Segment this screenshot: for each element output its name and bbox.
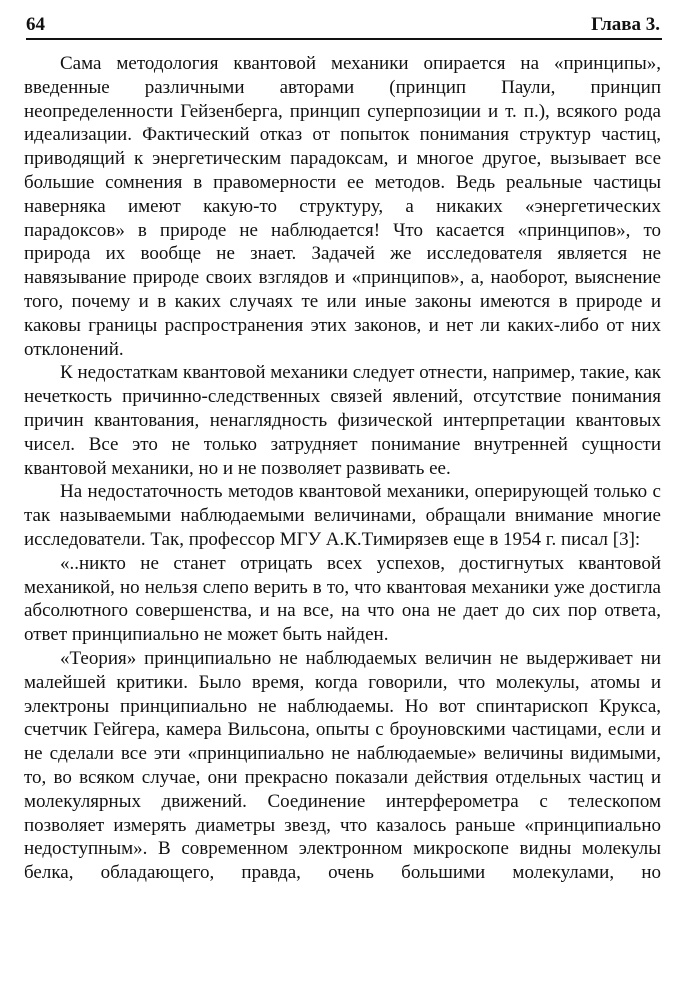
body-text: [24, 52, 661, 885]
paragraph-5: «Теория» принципиально не наблюдаемых величин не выдерживает ни малейшей критики. Было время, когда говорили, что молекулы, атомы и электроны принципиально не наблюдаемы. Но вот спинтарископ Крукса, счетчик Гейгера, камера Вильсона, опыты с броуновскими частицами, если и не сделали все эти «принципиально не наблюдаемые» величины видимыми, то, во всяком случае, они прекрасно показали действия отдельных частиц и молекулярных движений. Соединение интерферометра с телескопом позволяет измерять диаметры звезд, что казалось раньше «принципиально недоступным». В современном электронном микроскопе видны молекулы белка, обладающего, правда, очень большими молекулами, но: [24, 647, 661, 884]
paragraph-3: На недостаточность методов квантовой механики, оперирующей только с так называемыми наблюдаемыми величинами, обращали внимание многие исследователи. Так, профессор МГУ А.К.Тимирязев еще в 1954 г. писал [3]:: [24, 481, 661, 550]
paragraph-1: Сама методология квантовой механики опирается на «принципы», введенные различными авторами (принцип Паули, принцип неопределенности Гейзенберга, принцип суперпозиции и т. п.), всякого рода идеализации. Фактический отказ от попыток понимания структур частиц, приводящий к энергетическим парадоксам, и многое другое, вызывает все большие сомнения в правомерности ее методов. Ведь реальные частицы наверняка имеют какую-то структуру, а никаких «энергетических парадоксов» в природе не наблюдается! Что касается «принципов», то природа их вообще не знает. Задачей же исследователя является не навязывание природе своих взглядов и «принципов», а, наоборот, выяснение того, почему и в каких случаях те или иные законы имеются в природе и каковы границы распространения этих законов, и нет ли каких-либо от них отклонений.: [24, 53, 661, 360]
page-number: 64: [26, 14, 45, 35]
chapter-title: Глава 3.: [591, 14, 660, 35]
paragraph-quote: «..никто не станет отрицать всех успехов, достигнутых квантовой механикой, но нельзя слепо верить в то, что квантовая механики уже достигла абсолютного совершенства, и на все, на что она не дает до сих пор ответа, ответ принципиально не может быть найден.: [24, 552, 661, 646]
paragraph-2: К недостаткам квантовой механики следует отнести, например, такие, как нечеткость причинно-следственных связей явлений, отсутствие понимания причин квантования, ненаглядность физической интерпретации квантовых чисел. Все это не только затрудняет понимание внутренней сущности квантовой механики, но и не позволяет развивать ее.: [24, 362, 661, 479]
page-header: [26, 12, 662, 40]
